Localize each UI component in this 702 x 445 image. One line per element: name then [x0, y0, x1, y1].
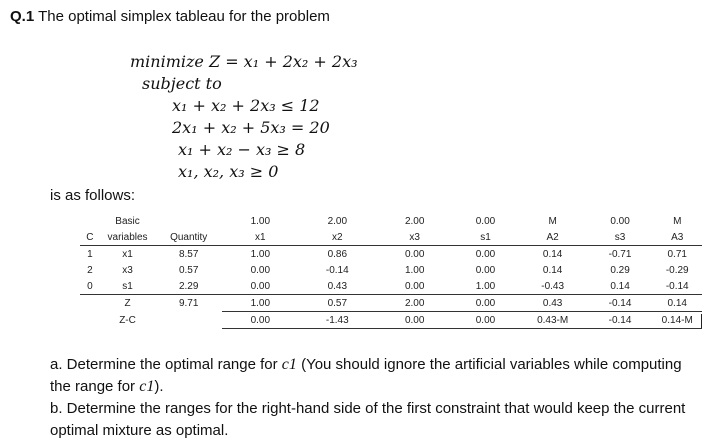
table-row — [80, 278, 702, 295]
cell: 0.00 — [376, 312, 453, 329]
z-row — [80, 295, 702, 312]
cell: 2.00 — [376, 295, 453, 312]
tableau-header-row-1 — [80, 213, 702, 229]
question-title — [10, 8, 330, 25]
part-a — [50, 354, 690, 398]
part-b: b. Determine the ranges for the right-hand side of the first constraint that would keep the current optimal mixture as optimal. — [50, 400, 686, 439]
cell: x1 — [122, 248, 133, 260]
cell: 1.00 — [404, 264, 425, 276]
part-a-var: c1 — [281, 356, 297, 373]
cell: 0.43-M — [518, 312, 588, 329]
cell: 9.71 — [178, 297, 199, 309]
cell: -0.43 — [518, 278, 588, 295]
question-number: Q.1 — [10, 8, 35, 25]
constraint-1: x₁ + x₂ + 2x₃ ≤ 12 — [172, 96, 320, 115]
cell: 0.86 — [327, 248, 348, 260]
part-a-var-2: c1 — [139, 378, 155, 395]
cell: -0.14 — [325, 264, 349, 276]
part-a-text-2: (You should ignore the artificial variables while computing the range for — [50, 356, 682, 395]
cell — [155, 312, 222, 329]
cell: 0.14 — [542, 248, 563, 260]
cell: 0.00 — [250, 264, 271, 276]
cell — [80, 213, 100, 229]
cell: x1 — [222, 229, 298, 246]
cell: 1 — [87, 248, 93, 260]
cell: 2 — [87, 264, 93, 276]
cell: 8.57 — [178, 248, 199, 260]
question-title-text: The optimal simplex tableau for the problem — [38, 8, 330, 25]
cell: 0.57 — [178, 264, 199, 276]
cell: 2.29 — [155, 278, 222, 295]
cell: 2.00 — [404, 215, 425, 227]
cell: Z — [124, 297, 131, 309]
cell: Basic — [115, 215, 140, 227]
cell: 0.29 — [610, 264, 630, 276]
cell: s3 — [588, 229, 653, 246]
cell: x3 — [122, 264, 133, 276]
cell: 0 — [80, 278, 100, 295]
cell: 0.00 — [222, 312, 298, 329]
objective-function: minimize Z = x₁ + 2x₂ + 2x₃ — [130, 52, 358, 71]
cell: x3 — [376, 229, 453, 246]
is-as-follows-text: is as follows: — [50, 187, 136, 204]
cell: 0.14 — [542, 264, 563, 276]
cell: 0.57 — [298, 295, 376, 312]
cell: C — [80, 229, 100, 246]
cell: 0.00 — [475, 248, 496, 260]
simplex-tableau — [80, 213, 702, 329]
cell: 0.14-M — [652, 312, 702, 329]
nonnegativity-constraint: x₁, x₂, x₃ ≥ 0 — [178, 162, 279, 181]
cell: 0.43 — [298, 278, 376, 295]
constraint-2: 2x₁ + x₂ + 5x₃ = 20 — [172, 118, 330, 137]
cell: s1 — [453, 229, 517, 246]
cell: 0.43 — [518, 295, 588, 312]
tableau-header-row-2 — [80, 229, 702, 246]
question-parts — [50, 354, 690, 442]
table-row — [80, 262, 702, 278]
cell: 0.00 — [475, 264, 496, 276]
part-a-end: ). — [154, 378, 164, 395]
cell: 0.00 — [222, 278, 298, 295]
cell: 0.00 — [376, 278, 453, 295]
cell: -0.29 — [665, 264, 689, 276]
cell: -1.43 — [298, 312, 376, 329]
cell: 0.00 — [475, 215, 496, 227]
cell: 0.71 — [667, 248, 687, 260]
z-minus-c-row — [80, 312, 702, 329]
cell: A2 — [518, 229, 588, 246]
cell — [80, 312, 100, 329]
cell: 0.00 — [453, 312, 517, 329]
cell: 2.00 — [327, 215, 348, 227]
cell — [155, 213, 222, 229]
constraint-3: x₁ + x₂ − x₃ ≥ 8 — [178, 140, 306, 159]
cell: -0.71 — [608, 248, 632, 260]
cell: 0.00 — [610, 215, 630, 227]
cell: Z-C — [119, 314, 136, 326]
cell: M — [673, 215, 682, 227]
cell: -0.14 — [588, 312, 653, 329]
cell: s1 — [100, 278, 155, 295]
table-row — [80, 246, 702, 263]
cell: 1.00 — [250, 248, 271, 260]
cell: 0.00 — [453, 295, 517, 312]
cell: variables — [100, 229, 155, 246]
part-a-text: a. Determine the optimal range for — [50, 356, 282, 373]
cell: M — [548, 215, 557, 227]
cell: x2 — [298, 229, 376, 246]
cell: -0.14 — [652, 278, 702, 295]
cell: 1.00 — [453, 278, 517, 295]
cell: 0.00 — [404, 248, 425, 260]
cell: 1.00 — [250, 215, 271, 227]
cell: 0.14 — [652, 295, 702, 312]
cell: 0.14 — [588, 278, 653, 295]
cell: A3 — [652, 229, 702, 246]
cell: -0.14 — [588, 295, 653, 312]
cell: Quantity — [155, 229, 222, 246]
cell — [80, 295, 100, 312]
subject-to-label: subject to — [142, 74, 222, 93]
cell: 1.00 — [222, 295, 298, 312]
